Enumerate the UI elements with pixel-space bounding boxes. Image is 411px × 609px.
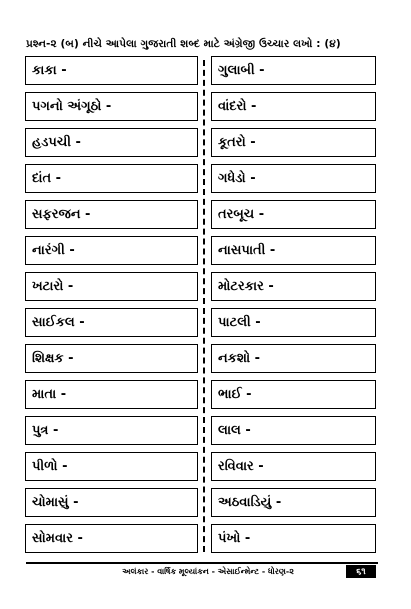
right-word-box: નાસપાતી - [211,236,376,265]
footer-rule [26,562,378,564]
right-word-box: ગુલાબી - [211,56,376,85]
left-word-box: શિક્ષક - [25,344,198,373]
column-divider [203,60,205,552]
left-word-box: હડપચી - [25,128,198,157]
question-heading: પ્રશ્ન-૨ (બ) નીચે આપેલા ગુજરાતી શબ્દ માટે અંગ્રેજી ઉચ્ચાર લખો : (૪) [26,38,341,50]
right-word-box: મોટરકાર - [211,272,376,301]
right-word-box: પાટલી - [211,308,376,337]
left-word-box: દાંત - [25,164,198,193]
right-word-box: અઠવાડિયું - [211,488,376,517]
right-word-box: ભાઈ - [211,380,376,409]
right-word-box: કૂતરો - [211,128,376,157]
right-word-box: તરબૂચ - [211,200,376,229]
left-word-box: પીળો - [25,452,198,481]
left-word-box: કાકા - [25,56,198,85]
right-word-box: લાલ - [211,416,376,445]
right-word-box: પંખો - [211,524,376,553]
left-word-box: માતા - [25,380,198,409]
left-word-box: પગનો અંગૂઠો - [25,92,198,121]
right-word-box: ગધેડો - [211,164,376,193]
right-word-column [211,56,376,560]
left-word-box: ખટારો - [25,272,198,301]
left-word-box: સફરજન - [25,200,198,229]
left-word-column [25,56,198,560]
left-word-box: સોમવાર - [25,524,198,553]
left-word-box: પુત્ર - [25,416,198,445]
left-word-box: નારંગી - [25,236,198,265]
footer-title: અલંકાર - વાર્ષિક મૂલ્યાંકન - એસાઈન્મેન્ટ - ધોરણ-૨ [122,567,294,576]
left-word-box: ચોમાસું - [25,488,198,517]
page-number: ૬૧ [346,565,376,578]
right-word-box: વાંદરો - [211,92,376,121]
right-word-box: નકશો - [211,344,376,373]
right-word-box: રવિવાર - [211,452,376,481]
left-word-box: સાઈકલ - [25,308,198,337]
